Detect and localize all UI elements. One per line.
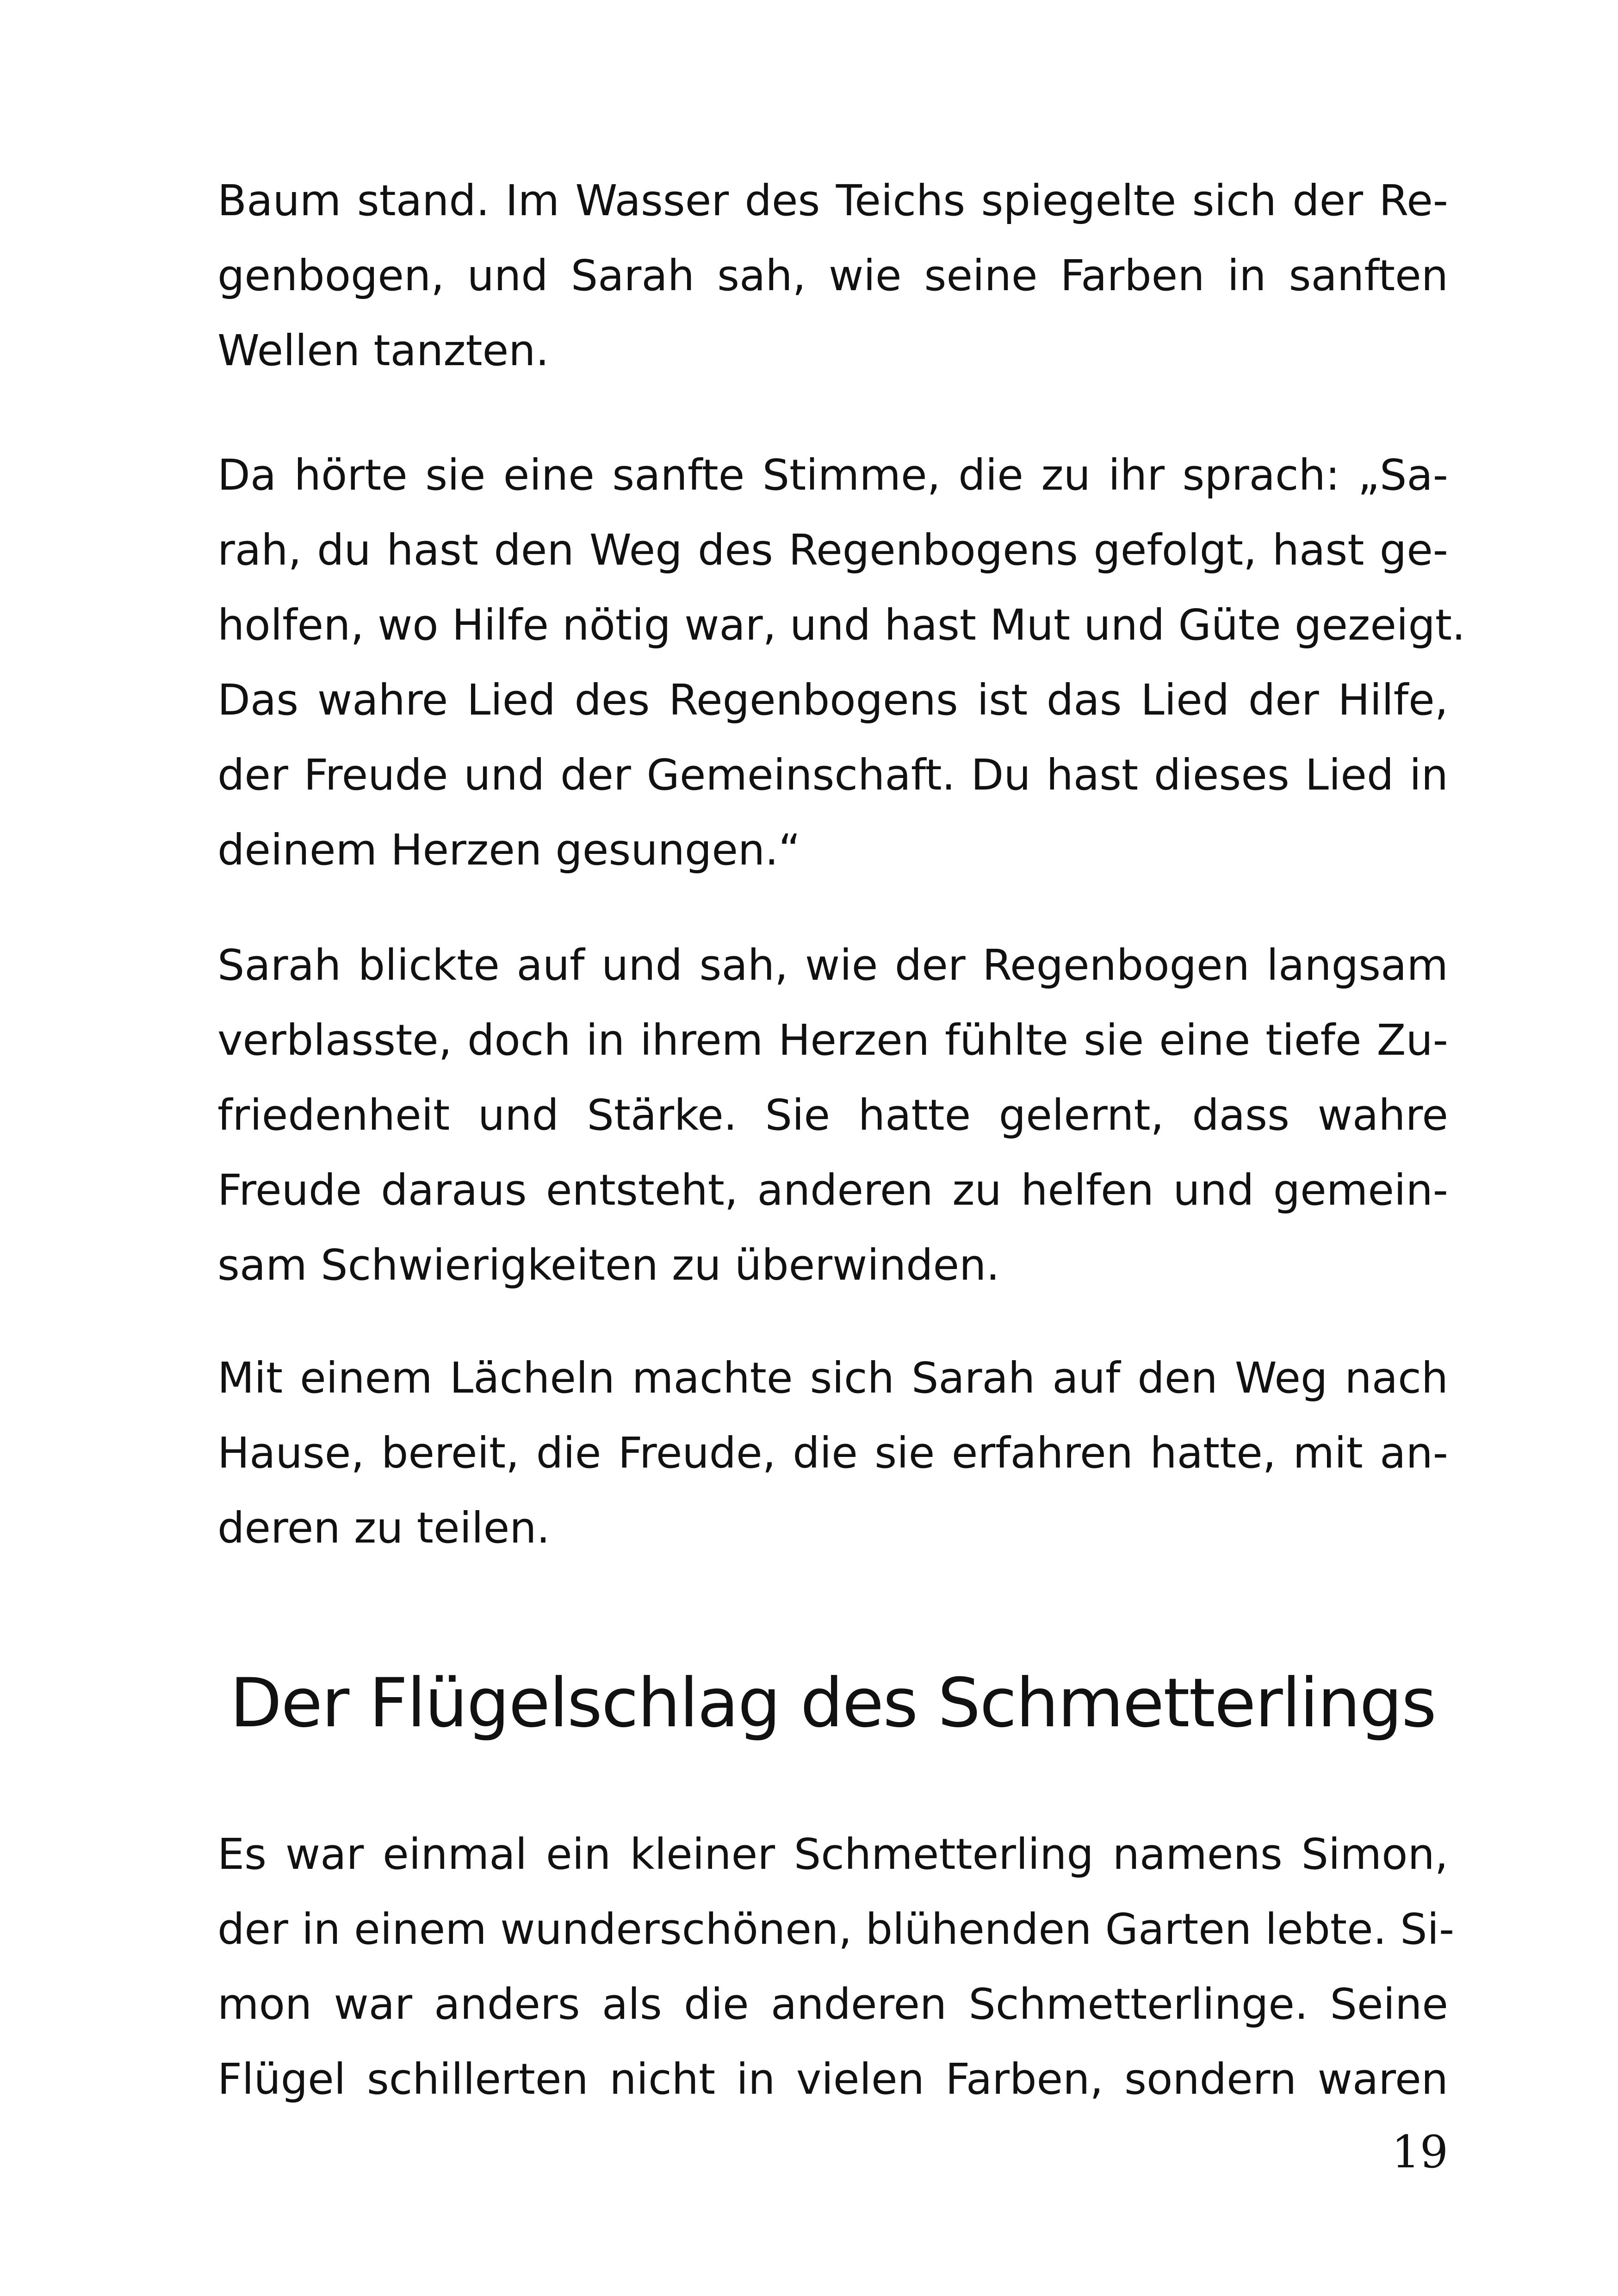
- text-line: verblasste, doch in ihrem Herzen fühlte sie eine tiefe Zu-: [217, 1015, 1448, 1065]
- text-line: Freude daraus entsteht, anderen zu helfen und gemein-: [217, 1165, 1448, 1215]
- story-paragraph-4: [217, 1341, 1448, 1566]
- text-line: friedenheit und Stärke. Sie hatte gelernt, dass wahre: [217, 1090, 1448, 1140]
- chapter-title: Der Flügelschlag des Schmetterlings: [229, 1664, 1436, 1742]
- story-paragraph-3: [217, 928, 1448, 1303]
- story-paragraph-2: [217, 438, 1466, 888]
- text-line: deinem Herzen gesungen.“: [217, 825, 801, 875]
- text-line: genbogen, und Sarah sah, wie seine Farben in sanften: [217, 251, 1448, 300]
- text-line: holfen, wo Hilfe nötig war, und hast Mut und Güte gezeigt.: [217, 600, 1466, 650]
- text-line: mon war anders als die anderen Schmetterlinge. Seine: [217, 1979, 1448, 2029]
- text-line: deren zu teilen.: [217, 1503, 550, 1553]
- text-line: Sarah blickte auf und sah, wie der Regenbogen langsam: [217, 940, 1448, 990]
- text-line: sam Schwierigkeiten zu überwinden.: [217, 1240, 1000, 1290]
- chapter-paragraph-1: [217, 1817, 1455, 2117]
- text-line: Flügel schillerten nicht in vielen Farben, sondern waren: [217, 2054, 1448, 2104]
- story-paragraph-1: [217, 163, 1448, 388]
- page-number: 19: [1391, 2126, 1448, 2178]
- text-line: Mit einem Lächeln machte sich Sarah auf den Weg nach: [217, 1353, 1448, 1403]
- text-line: der Freude und der Gemeinschaft. Du hast dieses Lied in: [217, 750, 1448, 800]
- text-line: Hause, bereit, die Freude, die sie erfahren hatte, mit an-: [217, 1428, 1448, 1478]
- text-line: Es war einmal ein kleiner Schmetterling namens Simon,: [217, 1829, 1448, 1879]
- text-line: der in einem wunderschönen, blühenden Garten lebte. Si-: [217, 1904, 1455, 1954]
- text-line: rah, du hast den Weg des Regenbogens gefolgt, hast ge-: [217, 525, 1448, 575]
- text-line: Da hörte sie eine sanfte Stimme, die zu ihr sprach: „Sa-: [217, 450, 1448, 500]
- text-line: Das wahre Lied des Regenbogens ist das Lied der Hilfe,: [217, 675, 1448, 725]
- text-line: Baum stand. Im Wasser des Teichs spiegelte sich der Re-: [217, 176, 1448, 225]
- text-line: Wellen tanzten.: [217, 326, 549, 375]
